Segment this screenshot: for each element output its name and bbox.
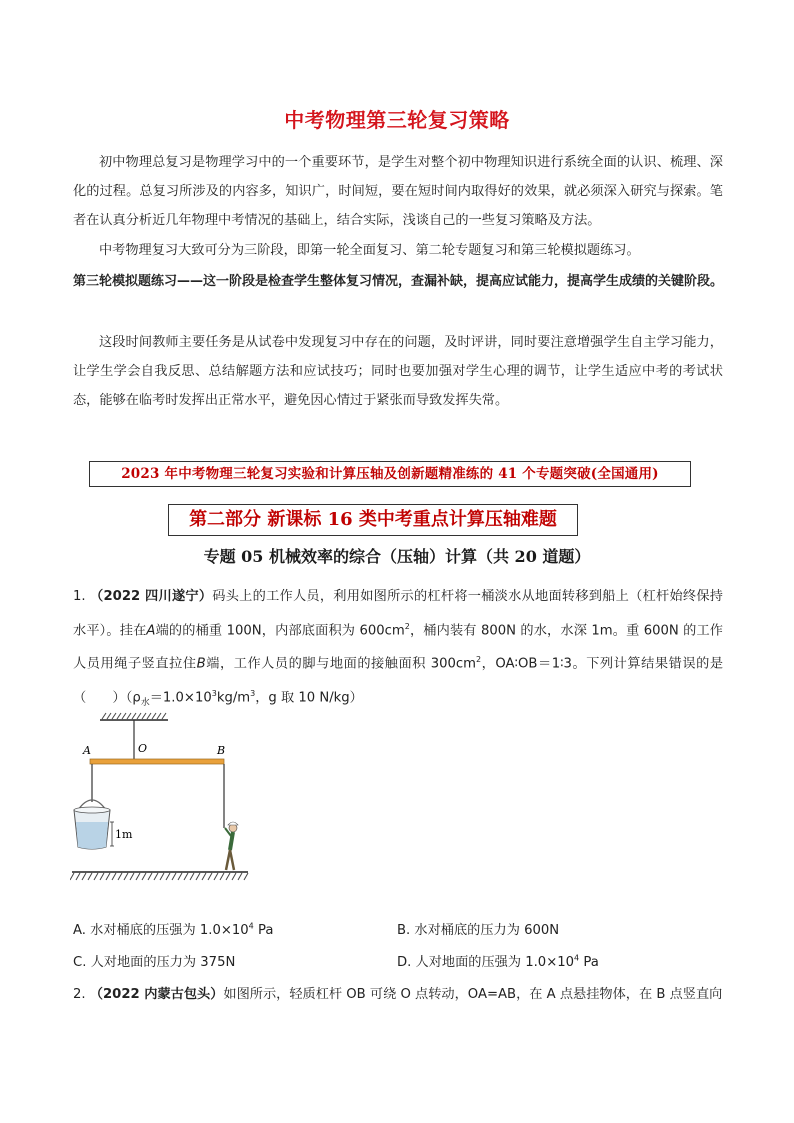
label-a: A <box>83 744 91 757</box>
question-text: 如图所示，轻质杠杆 OB 可绕 O 点转动，OA=AB，在 A 点悬挂物体，在 B 点竖直向 <box>223 987 723 1002</box>
question-text: kg/m <box>216 690 251 706</box>
exponent: 4 <box>248 921 254 931</box>
label-b: B <box>217 744 226 757</box>
question-1 <box>73 582 723 719</box>
intro-paragraph-2: 中考物理复习大致可分为三阶段，即第一轮全面复习、第二轮专题复习和第三轮模拟题练习。 <box>99 243 640 258</box>
intro-paragraph-3: 第三轮模拟题练习——这一阶段是检查学生整体复习情况，查漏补缺，提高应试能力，提高学生成绩的关键阶段。 <box>73 274 724 289</box>
question-text: 码头上的工作人员，利用如图所示的杠杆将一桶淡水从地面转移到船上（杠杆始终保持水平）。挂在 <box>73 589 723 638</box>
intro-paragraph-4: 这段时间教师主要任务是从试卷中发现复习中存在的问题，及时评讲，同时要注意增强学生自主学习能力，让学生学会自我反思、总结解题方法和应试技巧；同时也要加强对学生心理的调节，让学生适应中考的考试状态，能够在临考时发挥出正常水平，避免因心情过于紧张而导致发挥失常。 <box>73 335 723 408</box>
option-b[interactable] <box>397 919 559 938</box>
exponent: 3 <box>250 689 256 699</box>
exponent: 2 <box>476 655 482 665</box>
question-text: 端，工作人员的脚与地面的接触面积 300cm <box>205 656 477 672</box>
point-b-label: B <box>196 656 206 672</box>
question-source: （2022 四川遂宁） <box>90 589 213 604</box>
question-number: 1. <box>73 589 86 604</box>
option-text: A. 水对桶底的压强为 1.0×10 <box>73 923 249 938</box>
subscript: 水 <box>140 698 150 709</box>
depth-label: 1m <box>115 828 133 841</box>
label-o: O <box>138 742 148 755</box>
option-c[interactable] <box>73 951 235 970</box>
option-text: Pa <box>579 955 599 970</box>
point-a-label: A <box>146 622 156 638</box>
option-text: D. 人对地面的压强为 1.0×10 <box>397 955 575 970</box>
exponent: 4 <box>574 953 580 963</box>
exponent: 3 <box>211 689 217 699</box>
page-title: 中考物理第三轮复习策略 <box>284 108 510 132</box>
option-a[interactable] <box>73 919 273 938</box>
question-number: 2. <box>73 987 86 1002</box>
question-text: ＝1.0×10 <box>149 690 212 706</box>
series-banner: 2023 年中考物理三轮复习实验和计算压轴及创新题精准练的 41 个专题突破(全国通用) <box>89 461 691 487</box>
intro-paragraph-1: 初中物理总复习是物理学习中的一个重要环节，是学生对整个初中物理知识进行系统全面的认识、梳理、深化的过程。总复习所涉及的内容多，知识广，时间短，要在短时间内取得好的效果，就必须深入研究与探索。笔者在认真分析近几年物理中考情况的基础上，结合实际，浅谈自己的一些复习策略及方法。 <box>73 155 723 228</box>
ground-hatch <box>70 873 248 880</box>
part-banner: 第二部分 新课标 16 类中考重点计算压轴难题 <box>168 504 578 536</box>
option-d[interactable] <box>397 951 599 970</box>
worker-figure <box>225 822 238 870</box>
question-text: ，OA∶OB＝1∶3。下列计算结果错误的是（ ）（ρ <box>73 656 724 706</box>
water <box>76 822 108 849</box>
exponent: 2 <box>404 621 410 631</box>
option-text: C. 人对地面的压力为 375N <box>73 955 236 970</box>
lever-bar <box>90 759 224 764</box>
question-source: （2022 内蒙古包头） <box>89 987 224 1002</box>
topic-subtitle: 专题 05 机械效率的综合（压轴）计算（共 20 道题） <box>203 547 591 566</box>
option-text: Pa <box>253 923 274 938</box>
question-text: ，g 取 10 N/kg） <box>255 690 363 706</box>
option-text: B. 水对桶底的压力为 600N <box>397 923 560 938</box>
question-text: ，桶内装有 800N 的水，水深 1m。重 600N 的工作人员用绳子竖直拉住 <box>73 622 723 672</box>
ceiling-hatch <box>102 713 166 719</box>
question-2 <box>73 980 723 1010</box>
question-text: 端的的桶重 100N，内部底面积为 600cm <box>155 622 405 638</box>
lever-figure <box>70 710 250 885</box>
